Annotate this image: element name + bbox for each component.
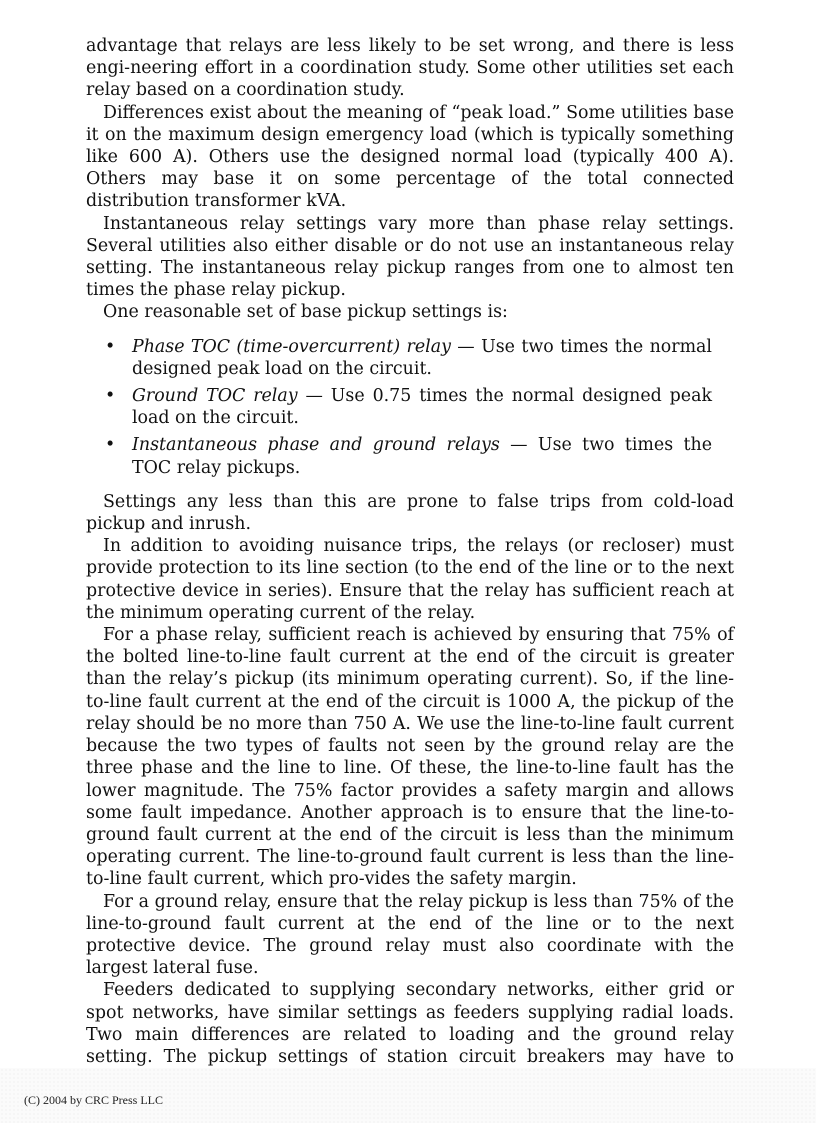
list-item: [132, 336, 712, 380]
copyright-footer: (C) 2004 by CRC Press LLC: [24, 1093, 164, 1107]
paragraph: In addition to avoiding nuisance trips, the relays (or recloser) must provide protection to its line section (to the end of the line or to the next protective device in series). Ensure that the relay has sufficient reach at the minimum operating current of the relay.: [86, 536, 734, 623]
pickup-settings-list: [86, 336, 734, 479]
paragraph: advantage that relays are less likely to be set wrong, and there is less engi-neering effort in a coordination study. Some other utilities set each relay based on a coordination study.: [86, 36, 734, 101]
paragraph: For a ground relay, ensure that the relay pickup is less than 75% of the line-to-ground fault current at the end of the line or to the next protective device. The ground relay must also coordinate with the largest lateral fuse.: [86, 891, 734, 979]
list-item: [132, 434, 712, 478]
list-item-text: — Use two times the TOC relay pickups.: [132, 435, 712, 478]
list-item-term: Phase TOC (time-overcurrent) relay: [132, 336, 451, 357]
list-item-text: — Use 0.75 times the normal designed peak load on the circuit.: [132, 386, 712, 429]
paragraph: Settings any less than this are prone to false trips from cold-load pickup and inrush.: [86, 491, 734, 535]
page-body: [86, 35, 734, 1090]
paragraph: For a phase relay, sufficient reach is achieved by ensuring that 75% of the bolted line-to-line fault current at the end of the circuit is greater than the relay’s pickup (its minimum operating current). So, if the line-to-line fault current at the end of the circuit is 1000 A, the pickup of the relay should be no more than 750 A. We use the line-to-line fault current because the two types of faults not seen by the ground relay are the three phase and the line to line. Of these, the line-to-line fault has the lower magnitude. The 75% factor provides a safety margin and allows some fault impedance. Another approach is to ensure that the line-to-ground fault current at the end of the circuit is less than the minimum operating current. The line-to-ground fault current is less than the line-to-line fault current, which pro-vides the safety margin.: [86, 625, 734, 890]
list-item: [132, 385, 712, 429]
list-item-term: Instantaneous phase and ground relays: [132, 435, 500, 456]
paragraph: Differences exist about the meaning of “peak load.” Some utilities base it on the maximum design emergency load (which is typically something like 600 A). Others use the designed normal load (typically 400 A). Others may base it on some percentage of the total connected distribution transformer kVA.: [86, 102, 734, 212]
list-item-term: Ground TOC relay: [132, 386, 298, 407]
list-item-text: — Use two times the normal designed peak load on the circuit.: [132, 336, 712, 379]
paragraph: One reasonable set of base pickup settings is:: [103, 302, 508, 323]
paragraph: Feeders dedicated to supplying secondary networks, either grid or spot networks, have similar settings as feeders supplying radial loads. Two main differences are related to loading and the ground relay setting. The pickup settings of station circuit breakers may have to: [86, 980, 734, 1067]
paragraph: Instantaneous relay settings vary more than phase relay settings. Several utilities also either disable or do not use an instantaneous relay setting. The instantaneous relay pickup ranges from one to almost ten times the phase relay pickup.: [86, 213, 734, 301]
